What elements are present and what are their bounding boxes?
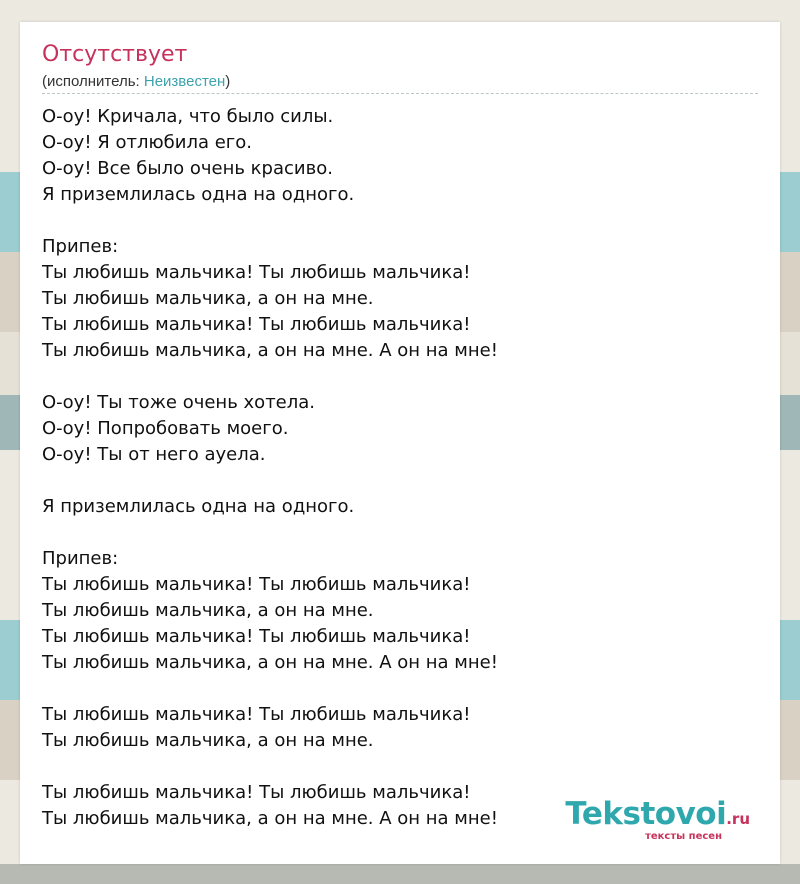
lyric-line: Ты любишь мальчика! Ты любишь мальчика! <box>42 704 471 725</box>
blank-line <box>42 208 498 234</box>
lyric-line: Припев: <box>42 236 119 257</box>
artist-suffix: ) <box>225 73 231 90</box>
lyric-line: О-оу! Я отлюбила его. <box>42 132 252 153</box>
artist-link[interactable]: Неизвестен <box>143 73 226 90</box>
blank-line <box>42 364 498 390</box>
lyrics-text <box>42 104 498 832</box>
lyric-line: Ты любишь мальчика, а он на мне. А он на мне! <box>42 808 498 829</box>
lyric-line: Ты любишь мальчика, а он на мне. <box>42 600 374 621</box>
lyric-line: Ты любишь мальчика, а он на мне. А он на мне! <box>42 340 498 361</box>
lyric-line: Ты любишь мальчика! Ты любишь мальчика! <box>42 262 471 283</box>
lyric-line: Ты любишь мальчика! Ты любишь мальчика! <box>42 626 471 647</box>
song-title: Отсутствует <box>42 42 188 67</box>
lyric-line: Ты любишь мальчика! Ты любишь мальчика! <box>42 314 471 335</box>
logo-name: Tekstovoi <box>565 796 727 832</box>
logo-wordmark <box>565 798 750 835</box>
lyric-line: Ты любишь мальчика! Ты любишь мальчика! <box>42 782 471 803</box>
logo-tagline: тексты песен <box>645 831 722 842</box>
blank-line <box>42 520 498 546</box>
lyrics-card <box>20 22 780 864</box>
blank-line <box>42 676 498 702</box>
lyric-line: Припев: <box>42 548 119 569</box>
lyric-line: Ты любишь мальчика, а он на мне. <box>42 730 374 751</box>
lyric-line: Ты любишь мальчика, а он на мне. <box>42 288 374 309</box>
lyric-line: Ты любишь мальчика, а он на мне. А он на мне! <box>42 652 498 673</box>
lyric-line: Ты любишь мальчика! Ты любишь мальчика! <box>42 574 471 595</box>
lyric-line: О-оу! Ты тоже очень хотела. <box>42 392 316 413</box>
site-logo[interactable] <box>565 798 750 842</box>
lyric-line: О-оу! Все было очень красиво. <box>42 158 333 179</box>
artist-line <box>42 73 230 90</box>
divider <box>42 93 758 94</box>
lyric-line: О-оу! Попробовать моего. <box>42 418 289 439</box>
blank-line <box>42 468 498 494</box>
blank-line <box>42 754 498 780</box>
lyric-line: Я приземлилась одна на одного. <box>42 496 355 517</box>
lyric-line: Я приземлилась одна на одного. <box>42 184 355 205</box>
artist-prefix: (исполнитель: <box>42 73 144 90</box>
lyric-line: О-оу! Ты от него ауела. <box>42 444 266 465</box>
lyric-line: О-оу! Кричала, что было силы. <box>42 106 334 127</box>
logo-tld: .ru <box>726 810 750 828</box>
